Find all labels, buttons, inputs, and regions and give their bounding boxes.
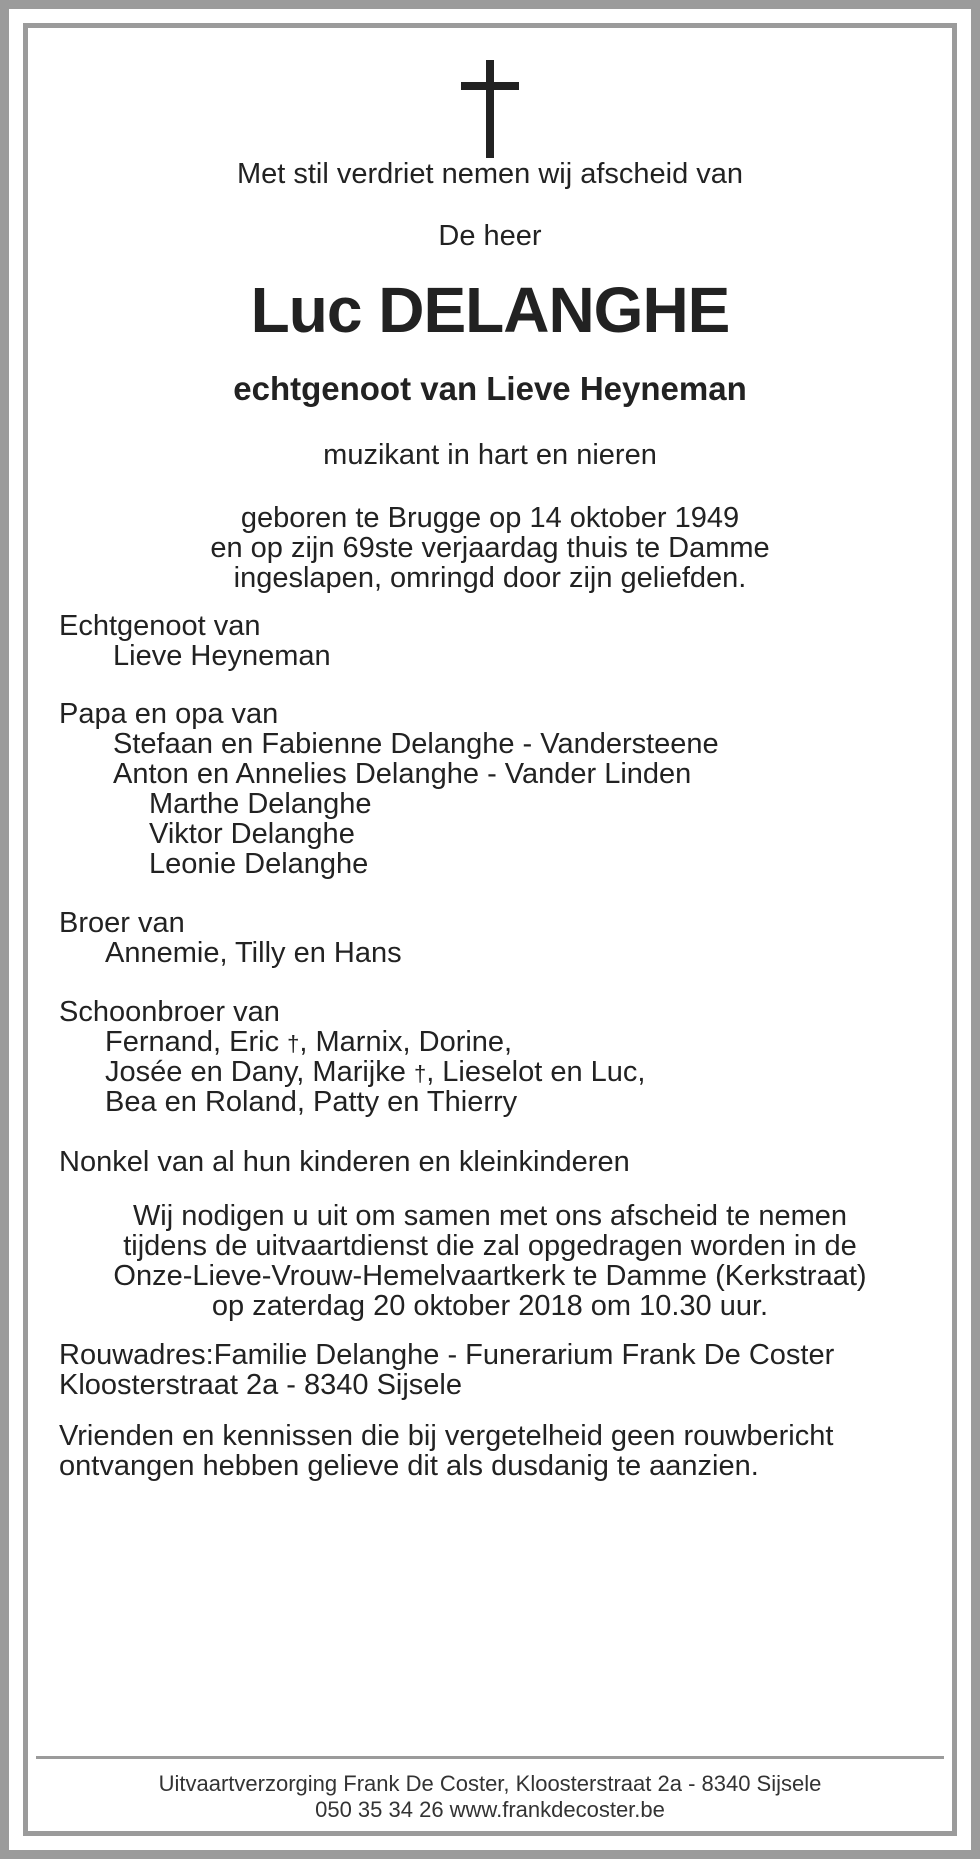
- child-couple-1: Stefaan en Fabienne Delanghe - Vandersteene: [113, 728, 719, 760]
- cross-icon: [28, 60, 952, 160]
- in-laws-line-1-part1: Fernand, Eric: [105, 1026, 288, 1058]
- intro-text: Met stil verdriet nemen wij afscheid van: [236, 158, 744, 190]
- grandchild-2: Viktor Delanghe: [149, 818, 355, 850]
- deceased-cross-icon: †: [287, 1031, 300, 1056]
- children-heading: Papa en opa van: [59, 698, 279, 730]
- deceased-name: Luc DELANGHE: [250, 274, 730, 346]
- grandchild-1: Marthe Delanghe: [149, 788, 372, 820]
- footer-line-1: Uitvaartverzorging Frank De Coster, Kloosterstraat 2a - 8340 Sijsele: [158, 1771, 822, 1796]
- in-laws-line-2-part1: Josée en Dany, Marijke: [105, 1056, 414, 1088]
- footer-line-2: 050 35 34 26 www.frankdecoster.be: [315, 1797, 665, 1822]
- siblings-names: Annemie, Tilly en Hans: [105, 937, 402, 969]
- title-prefix: De heer: [438, 220, 542, 252]
- mourning-address-line-2: Kloosterstraat 2a - 8340 Sijsele: [59, 1369, 462, 1401]
- notice-line-1: Vrienden en kennissen die bij vergetelheid geen rouwbericht: [59, 1420, 834, 1452]
- footer-divider: [36, 1756, 944, 1759]
- birth-line-2: en op zijn 69ste verjaardag thuis te Damme: [210, 532, 770, 564]
- invitation-line-4: op zaterdag 20 oktober 2018 om 10.30 uur.: [211, 1290, 769, 1322]
- obituary-content: [28, 28, 952, 1831]
- in-laws-line-3: Bea en Roland, Patty en Thierry: [105, 1086, 518, 1118]
- birth-line-3: ingeslapen, omringd door zijn geliefden.: [233, 562, 747, 594]
- child-couple-2: Anton en Annelies Delanghe - Vander Linden: [113, 758, 692, 790]
- invitation-line-3: Onze-Lieve-Vrouw-Hemelvaartkerk te Damme (Kerkstraat): [113, 1260, 867, 1292]
- birth-line-1: geboren te Brugge op 14 oktober 1949: [240, 502, 740, 534]
- in-laws-line-1-part2: , Marnix, Dorine,: [299, 1026, 513, 1058]
- invitation-line-2: tijdens de uitvaartdienst die zal opgedragen worden in de: [123, 1230, 857, 1262]
- mourning-address-line-1: Rouwadres:Familie Delanghe - Funerarium Frank De Coster: [59, 1339, 835, 1371]
- in-laws-heading: Schoonbroer van: [59, 996, 280, 1028]
- uncle-line: Nonkel van al hun kinderen en kleinkinderen: [59, 1146, 630, 1178]
- spouse-line: echtgenoot van Lieve Heyneman: [233, 370, 747, 407]
- spouse-name: Lieve Heyneman: [113, 640, 331, 672]
- deceased-cross-icon: †: [413, 1061, 427, 1086]
- in-laws-line-2-part2: , Lieselot en Luc,: [426, 1056, 646, 1088]
- grandchild-3: Leonie Delanghe: [149, 848, 369, 880]
- tagline: muzikant in hart en nieren: [323, 439, 657, 471]
- invitation-line-1: Wij nodigen u uit om samen met ons afscheid te nemen: [132, 1200, 848, 1232]
- spouse-heading: Echtgenoot van: [59, 610, 261, 642]
- siblings-heading: Broer van: [59, 907, 185, 939]
- notice-line-2: ontvangen hebben gelieve dit als dusdanig te aanzien.: [59, 1450, 759, 1482]
